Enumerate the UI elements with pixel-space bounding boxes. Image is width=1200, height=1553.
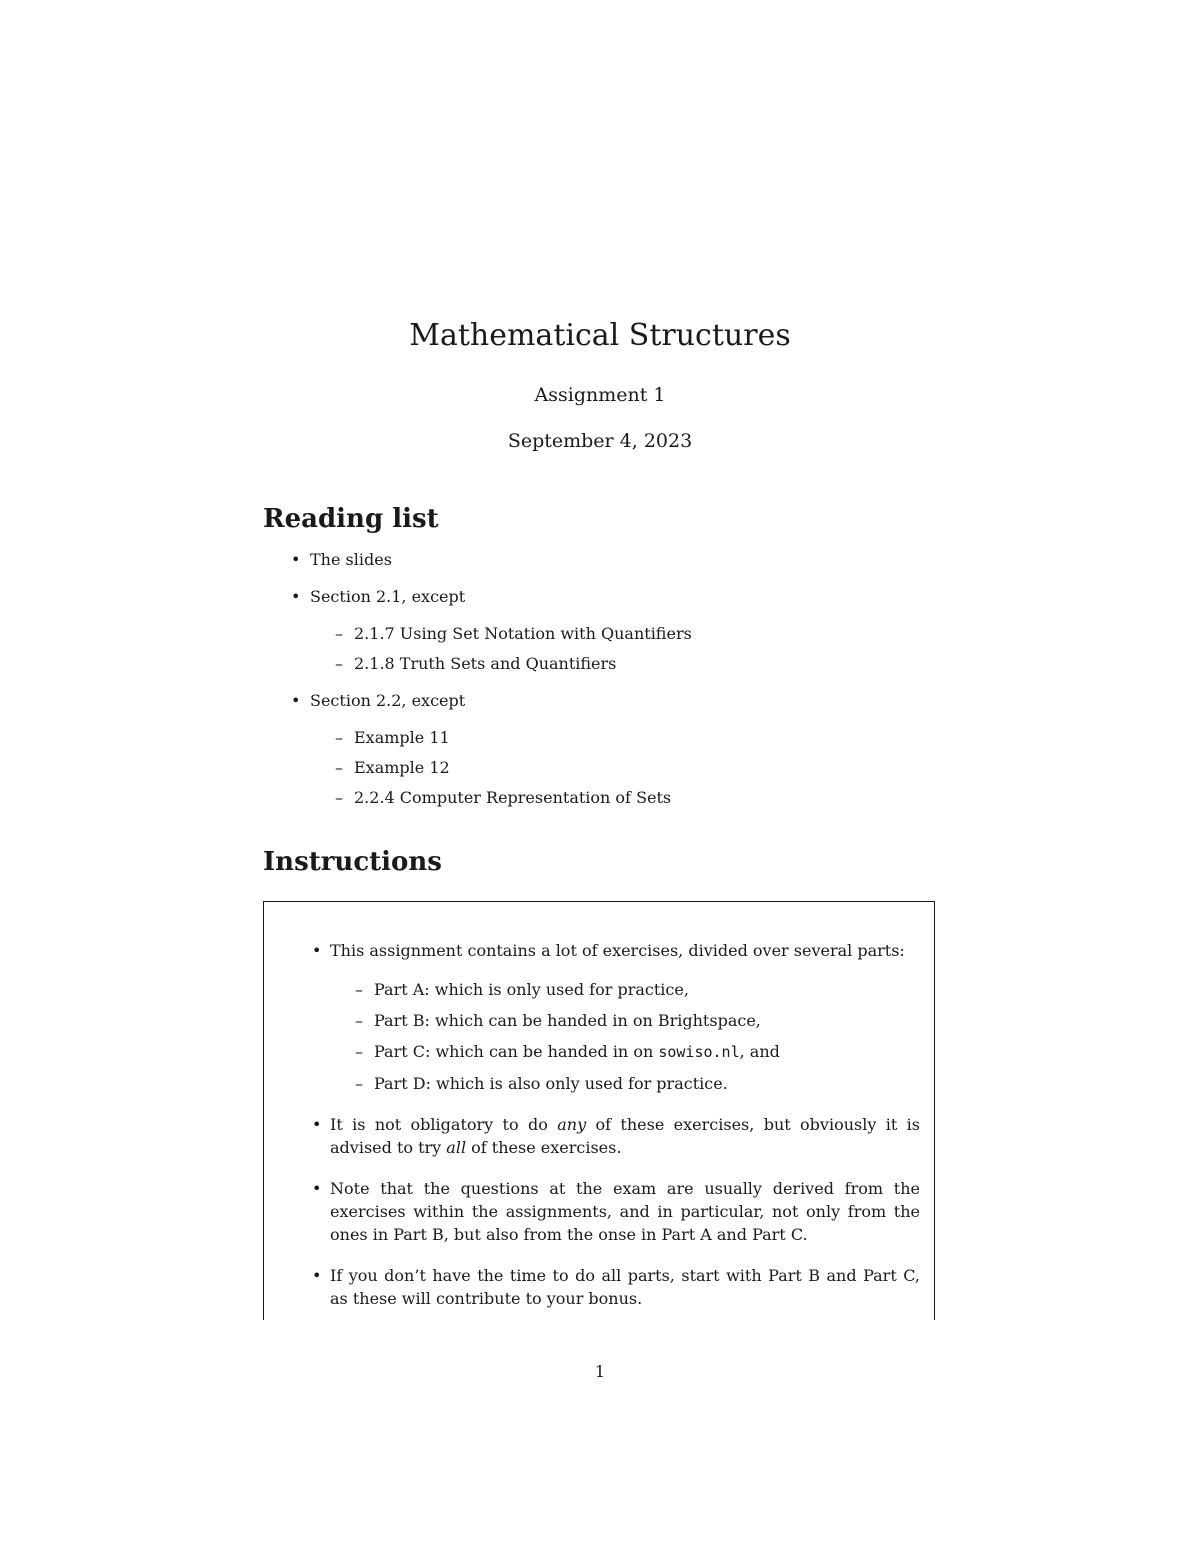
list-item — [263, 550, 943, 570]
obligatory-before: It is not obligatory to do — [330, 1115, 558, 1134]
list-item-text: Section 2.1, except — [310, 587, 466, 606]
sowiso-code: sowiso.nl — [658, 1043, 740, 1061]
sublist-item: – 2.1.7 Using Set Notation with Quantifiers — [310, 624, 943, 644]
part-b-item: – Part B: which can be handed in on Brightspace, — [330, 1009, 920, 1032]
list-item — [263, 587, 943, 674]
sublist-item: – 2.1.8 Truth Sets and Quantifiers — [310, 654, 943, 674]
emphasis-all: all — [446, 1138, 467, 1157]
reading-list-heading: Reading list — [263, 504, 439, 534]
sublist-item: – Example 12 — [310, 758, 943, 778]
sublist-item: – Example 11 — [310, 728, 943, 748]
obligatory-after: of these exercises. — [466, 1138, 622, 1157]
document-date: September 4, 2023 — [507, 430, 693, 452]
sublist-item: – 2.2.4 Computer Representation of Sets — [310, 788, 943, 808]
page-number: 1 — [594, 1362, 606, 1381]
part-c-item — [330, 1040, 920, 1064]
instructions-list — [312, 939, 920, 1328]
list-item — [312, 1113, 920, 1159]
instructions-box — [263, 901, 935, 1320]
exam-note: Note that the questions at the exam are usually derived from the exercises within the assignments, and in particular, not only from the ones in Part B, but also from the onse in Part A and Part C. — [330, 1179, 920, 1244]
list-item-text: Section 2.2, except — [310, 691, 466, 710]
list-item — [263, 691, 943, 808]
instructions-heading: Instructions — [263, 847, 442, 877]
part-c-suffix: , and — [739, 1042, 780, 1061]
list-item-text: The slides — [310, 550, 392, 569]
assignment-subtitle: Assignment 1 — [534, 384, 666, 406]
emphasis-any: any — [557, 1115, 587, 1134]
part-c-prefix: Part C: which can be handed in on — [374, 1042, 659, 1061]
sublist — [310, 728, 943, 808]
part-d-item: – Part D: which is also only used for practice. — [330, 1072, 920, 1095]
list-item — [312, 939, 920, 1095]
obligatory-middle: of these exercises, but obviously it is advised to try — [330, 1115, 920, 1157]
list-item — [312, 1177, 920, 1246]
document-title: Mathematical Structures — [409, 318, 791, 353]
part-a-item: – Part A: which is only used for practice, — [330, 978, 920, 1001]
sublist — [310, 624, 943, 674]
time-note: If you don’t have the time to do all parts, start with Part B and Part C, as these will contribute to your bonus. — [330, 1266, 920, 1308]
reading-list — [263, 550, 943, 825]
list-item — [312, 1264, 920, 1310]
instructions-intro: This assignment contains a lot of exercises, divided over several parts: — [330, 941, 905, 960]
parts-list — [330, 978, 920, 1095]
